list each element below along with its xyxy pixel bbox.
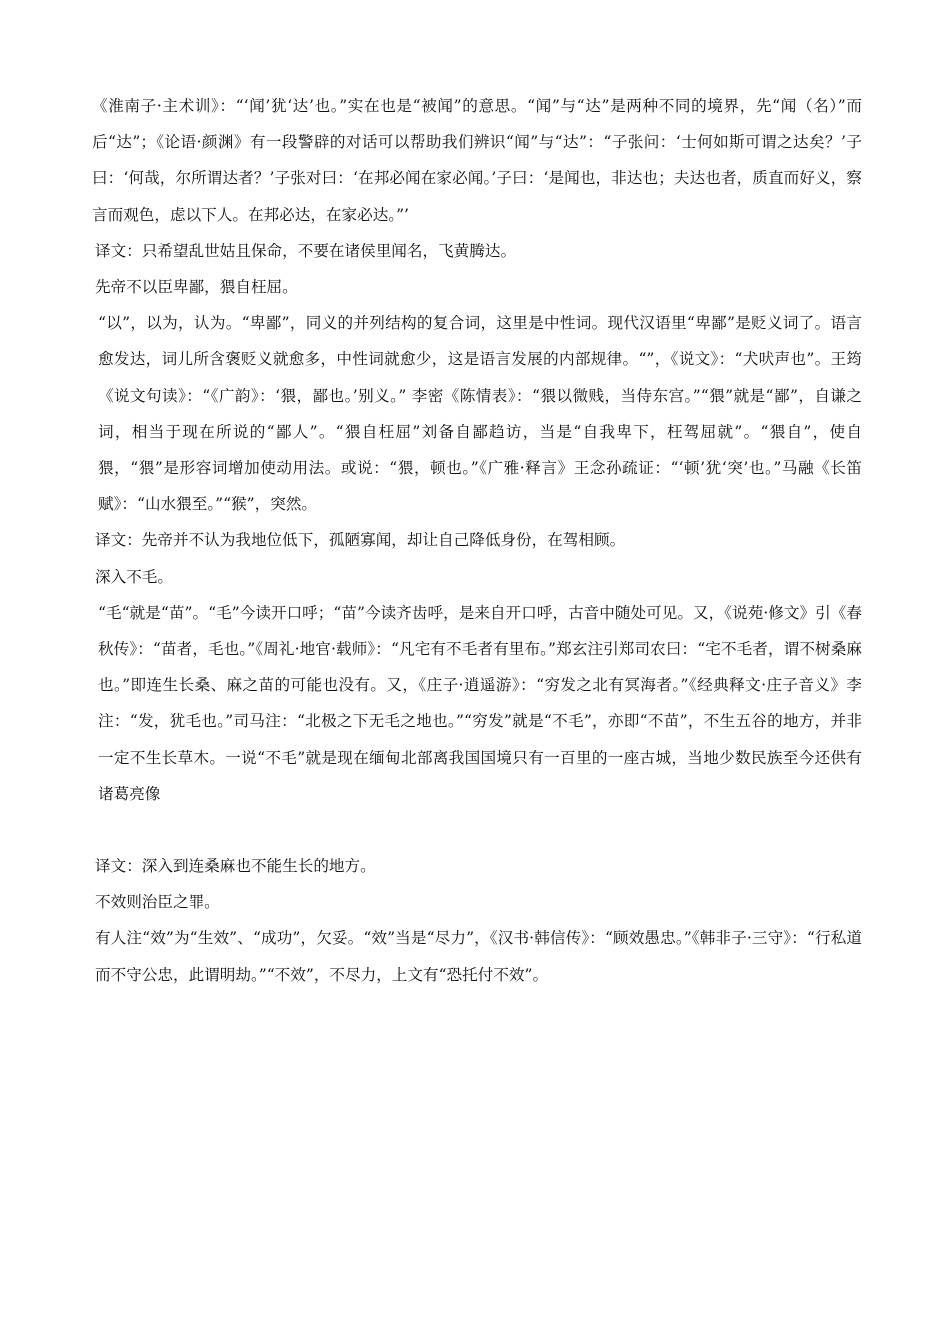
paragraph-beibi: “以”，以为，认为。“卑鄙”，同义的并列结构的复合词，这里是中性词。现代汉语里“卑鄙”是贬义词了。语言愈发达，词儿所含褒贬义就愈多，中性词就愈少，这是语言发展的内部规律。“”，《说文》：“犬吠声也”。王筠《说文句读》：“《广韵》：‘猥，鄙也。’别义。” 李密《陈情表》：“猥以微贱，当侍东宫。”“猥”就是“鄙”，自谦之词，相当于现在所说的“鄙人”。“猥自枉屈”刘备自鄙趋访，当是“自我卑下，枉驾屈就”。“猥自”，使自猥，“猥”是形容词增加使动用法。或说：“猥，顿也。”《广雅·释言》王念孙疏证：“‘顿’犹‘突’也。”马融《长笛赋》：“山水猥至。”“猴”，突然。	[98, 314, 862, 514]
translation-3: 译文：深入到连桑麻也不能生长的地方。	[95, 857, 376, 876]
quote-xiandi: 先帝不以臣卑鄙，猥自枉屈。	[95, 278, 298, 297]
translation-1: 译文：只希望乱世姑且保命，不要在诸侯里闻名，飞黄腾达。	[95, 241, 517, 260]
paragraph-mao-miao: “毛“就是“苗”。“毛”今读开口呼；“苗”今读齐齿呼，是来自开口呼，古音中随处可见。又，《说苑·修文》引《春秋传》：“苗者，毛也。”《周礼·地官·载师》：“凡宅有不毛者有里布。”郑玄注引郑司农曰：“宅不毛者，谓不树桑麻也。”即连生长桑、麻之苗的可能也没有。又，《庄子·逍遥游》：“穷发之北有冥海者。”《经典释文·庄子音义》李注：“发，犹毛也。”司马注：“北极之下无毛之地也。”“穷发”就是“不毛”，亦即“不苗”，不生五谷的地方，并非一定不生长草木。一说“不毛”就是现在缅甸北部离我国国境只有一百里的一座古城，当地少数民族至今还供有诸葛亮像	[98, 603, 862, 803]
document-page	[92, 88, 862, 993]
quote-buxiao: 不效则治臣之罪。	[95, 893, 220, 912]
spacer	[92, 812, 862, 848]
quote-bumao: 深入不毛。	[95, 567, 173, 586]
paragraph-wen-da: 《淮南子·主术训》：“‘闻’犹‘达’也。”实在也是“被闻”的意思。“闻”与“达”是两种不同的境界，先“闻（名）”而后“达”；《论语·颜渊》有一段警辟的对话可以帮助我们辨识“闻”与“达”：“子张问：‘士何如斯可谓之达矣？’子曰：‘何哉，尔所谓达者？’子张对曰：‘在邦必闻在家必闻。’子曰：‘是闻也，非达也；夫达也者，质直而好义，察言而观色，虑以下人。在邦必达，在家必达。”’	[92, 97, 862, 224]
paragraph-xiao: 有人注“效”为“生效”、“成功”，欠妥。“效”当是“尽力”，《汉书·韩信传》：“顾效愚忠。”《韩非子·三守》：“行私道而不守公忠，此谓明劫。”“不效”，不尽力，上文有“恐托付不效”。	[95, 929, 862, 984]
translation-2: 译文：先帝并不认为我地位低下，孤陋寡闻，却让自己降低身份，在驾相顾。	[95, 531, 626, 550]
